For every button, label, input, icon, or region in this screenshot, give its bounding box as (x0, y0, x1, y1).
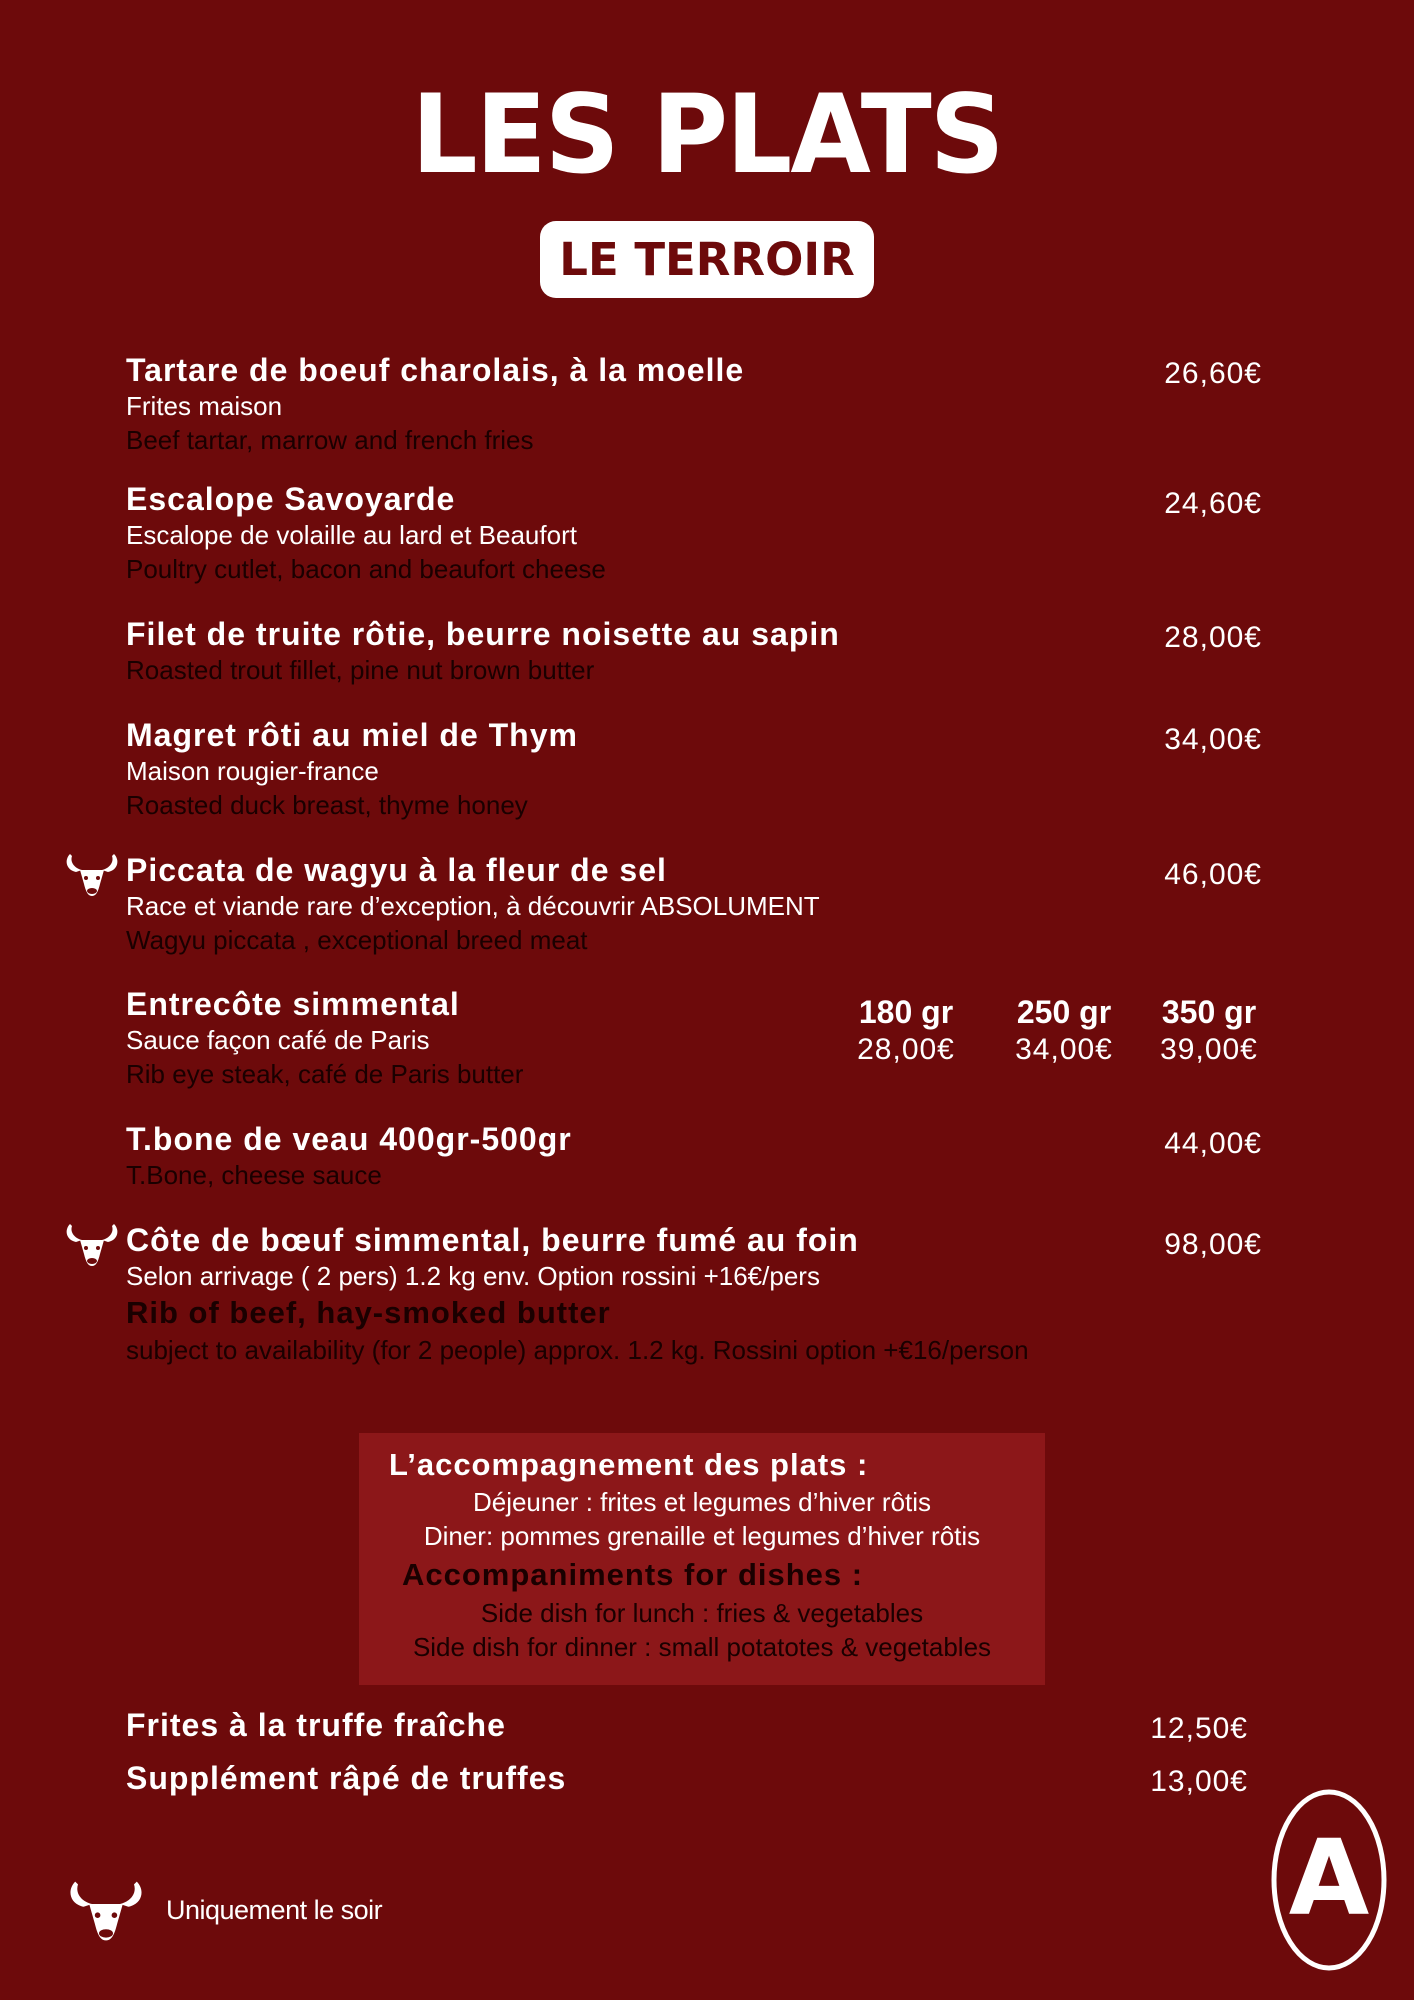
cow-icon (62, 850, 122, 900)
dish-description-fr: Race et viande rare d’exception, à découvrir ABSOLUMENT (126, 891, 820, 921)
accompaniment-dinner-fr: Diner: pommes grenaille et legumes d’hiver rôtis (423, 1521, 981, 1551)
dish-price: 24,60€ (1164, 487, 1262, 520)
extra-price: 12,50€ (1150, 1712, 1248, 1745)
dish-price: 46,00€ (1164, 858, 1262, 891)
dish-title-en: Rib of beef, hay-smoked butter (126, 1295, 611, 1330)
size-price: 39,00€ (1160, 1033, 1258, 1066)
dish-description-en: Wagyu piccata , exceptional breed meat (126, 925, 588, 955)
dish-description-en: Poultry cutlet, bacon and beaufort cheese (126, 554, 606, 584)
accompaniment-title-en: Accompaniments for dishes : (402, 1557, 864, 1592)
dish-item (126, 480, 1266, 586)
dish-item (126, 716, 1266, 822)
extra-price: 13,00€ (1150, 1765, 1248, 1798)
size-option (836, 993, 976, 1069)
dish-item (126, 1221, 1266, 1367)
accompaniment-dinner-en: Side dish for dinner : small potatotes & vegetables (412, 1632, 992, 1662)
accompaniment-title-fr: L’accompagnement des plats : (389, 1447, 869, 1482)
footer-note: Uniquement le soir (166, 1895, 383, 1925)
dish-price: 34,00€ (1164, 723, 1262, 756)
extra-name: Frites à la truffe fraîche (126, 1707, 506, 1743)
size-weight: 250 gr (1016, 994, 1112, 1030)
dish-description-en: Roasted duck breast, thyme honey (126, 790, 528, 820)
dish-description-fr: Frites maison (126, 391, 283, 421)
dish-name: Piccata de wagyu à la fleur de sel (126, 852, 667, 888)
page-title: LES PLATS (411, 69, 1003, 199)
size-price: 34,00€ (1015, 1033, 1113, 1066)
dish-item (126, 615, 1266, 687)
dish-description-fr: Sauce façon café de Paris (126, 1025, 430, 1055)
logo-letter: A (1288, 1817, 1370, 1939)
cow-icon (62, 1876, 150, 1946)
size-weight: 180 gr (858, 994, 954, 1030)
dish-item (126, 1120, 1266, 1192)
extra-name: Supplément râpé de truffes (126, 1760, 567, 1796)
accompaniment-lunch-en: Side dish for lunch : fries & vegetables (480, 1598, 924, 1628)
dish-description-en: Beef tartar, marrow and french fries (126, 425, 534, 455)
brand-logo (1270, 1788, 1388, 1972)
dish-name: T.bone de veau 400gr-500gr (126, 1121, 572, 1157)
dish-description-en: Roasted trout fillet, pine nut brown butter (126, 655, 595, 685)
extra-item (126, 1706, 1266, 1744)
dish-description-en: Rib eye steak, café de Paris butter (126, 1059, 524, 1089)
size-option (994, 993, 1134, 1069)
accompaniment-lunch-fr: Déjeuner : frites et legumes d’hiver rôtis (472, 1487, 932, 1517)
dish-item (126, 851, 1266, 957)
dish-item (126, 985, 1266, 1091)
dish-description-en: T.Bone, cheese sauce (126, 1160, 382, 1190)
dish-description-en: subject to availability (for 2 people) approx. 1.2 kg. Rossini option +€16/person (126, 1335, 1029, 1365)
extra-item (126, 1759, 1266, 1797)
dish-name: Magret rôti au miel de Thym (126, 717, 578, 753)
dish-description-fr: Escalope de volaille au lard et Beaufort (126, 520, 577, 550)
dish-price: 28,00€ (1164, 621, 1262, 654)
dish-item (126, 351, 1266, 457)
dish-name: Filet de truite rôtie, beurre noisette au sapin (126, 616, 840, 652)
cow-icon (62, 1220, 122, 1270)
dish-name: Entrecôte simmental (126, 986, 460, 1022)
dish-price: 44,00€ (1164, 1127, 1262, 1160)
accompaniment-box (359, 1433, 1045, 1685)
dish-name: Côte de bœuf simmental, beurre fumé au foin (126, 1222, 859, 1258)
size-option (1139, 993, 1279, 1069)
dish-description-fr: Selon arrivage ( 2 pers) 1.2 kg env. Option rossini +16€/pers (126, 1261, 820, 1291)
dish-price: 98,00€ (1164, 1228, 1262, 1261)
dish-price: 26,60€ (1164, 357, 1262, 390)
section-badge: LE TERROIR (540, 221, 874, 298)
dish-name: Escalope Savoyarde (126, 481, 456, 517)
size-price: 28,00€ (857, 1033, 955, 1066)
size-weight: 350 gr (1161, 994, 1257, 1030)
dish-name: Tartare de boeuf charolais, à la moelle (126, 352, 745, 388)
dish-description-fr: Maison rougier-france (126, 756, 379, 786)
